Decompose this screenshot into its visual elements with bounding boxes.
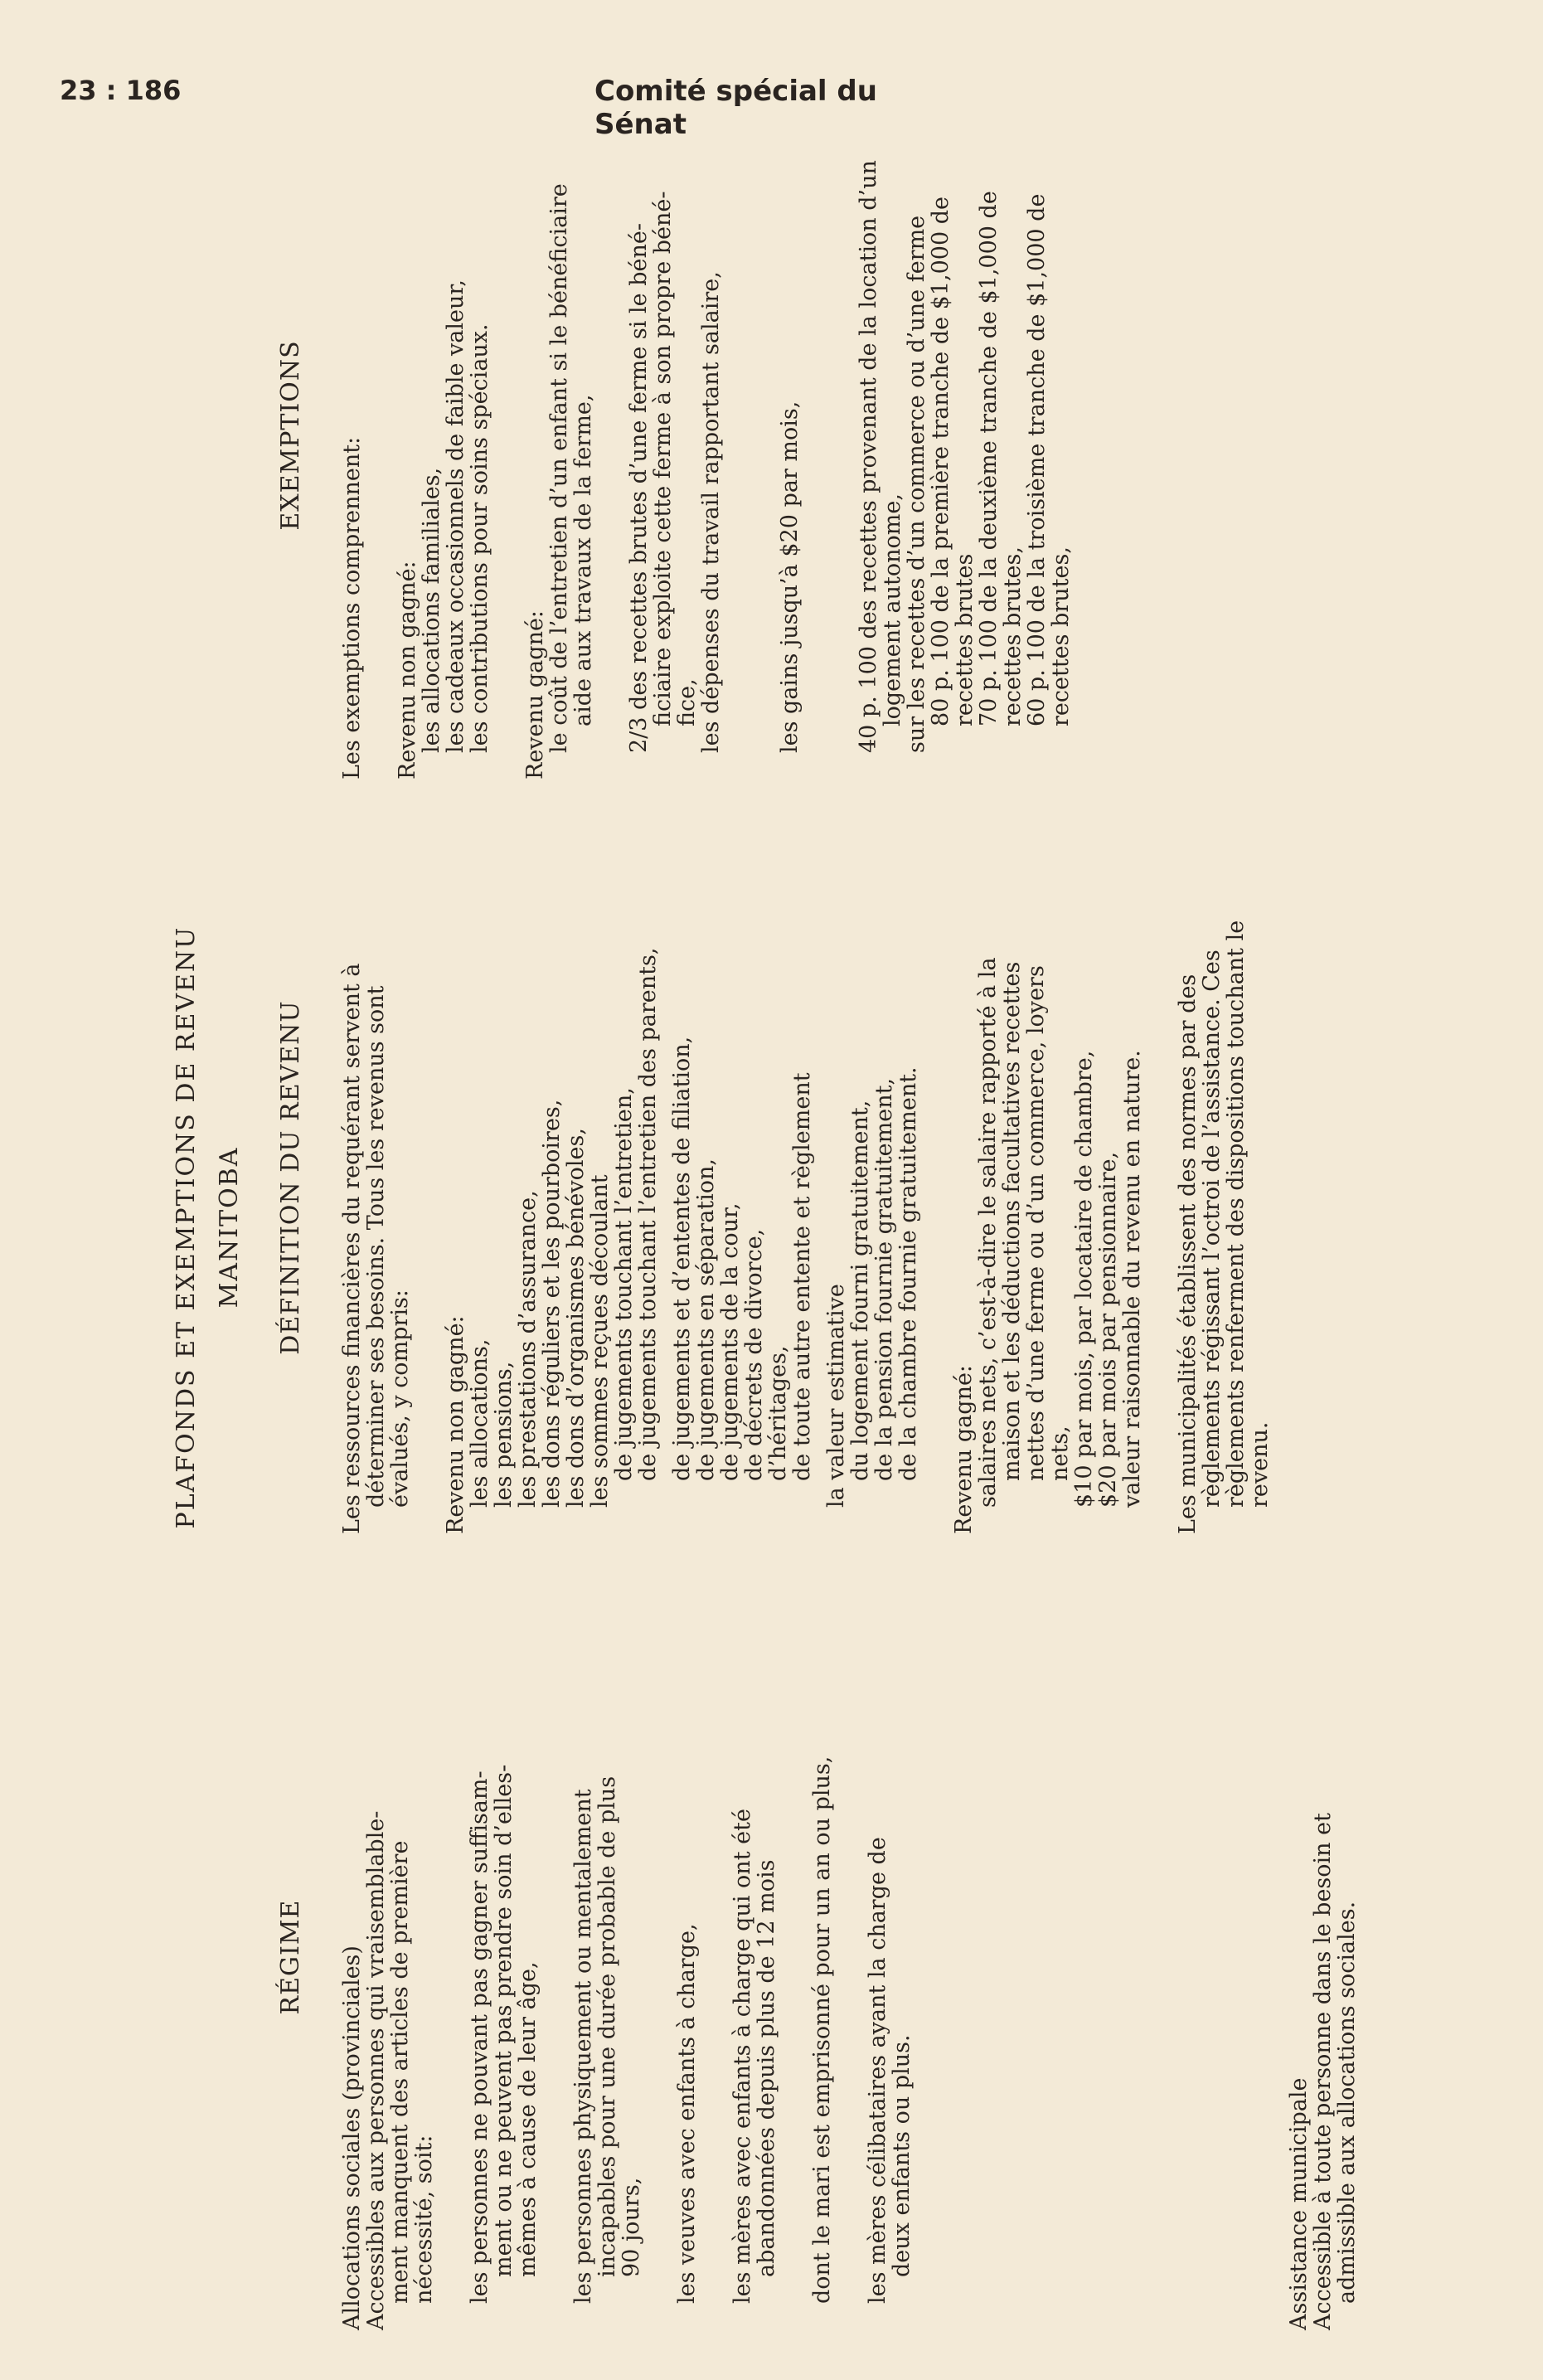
exemptions-line: Revenu non gagné:: [395, 561, 420, 780]
definition-line: règlements renferment des dispositions touchant le: [1223, 920, 1249, 1508]
regime-line: dont le mari est emprisonné pour un an ou plus,: [809, 1756, 835, 2304]
definition-line: $10 par mois, par locataire de chambre,: [1071, 1050, 1097, 1508]
exemptions-line: recettes brutes: [952, 553, 978, 726]
definition-line: maison et les déductions facultatives recettes: [999, 961, 1025, 1481]
table-title: PLAFONDS ET EXEMPTIONS DE REVENU: [172, 925, 201, 1529]
regime-line: les personnes ne pouvant pas gagner suffisam-: [467, 1770, 492, 2304]
exemptions-line: les gains jusqu’à $20 par mois,: [777, 401, 803, 753]
definition-line: de jugements touchant l’entretien,: [611, 1087, 637, 1481]
definition-line: de la pension fournie gratuitement,: [871, 1077, 897, 1481]
definition-line: les sommes reçues découlant: [587, 1174, 613, 1508]
exemptions-line: sur les recettes d’un commerce ou d’une ferme: [904, 215, 929, 753]
definition-line: de décrets de divorce,: [741, 1228, 767, 1481]
regime-line: les personnes physiquement ou mentalement: [570, 1789, 596, 2304]
province-title: MANITOBA: [215, 1146, 244, 1309]
exemptions-line: recettes brutes,: [1000, 546, 1026, 726]
definition-line: règlements régissant l’octroi de l’assistance. Ces: [1199, 950, 1225, 1508]
definition-line: de jugements de la cour,: [717, 1202, 743, 1481]
definition-line: salaires nets, c’est-à-dire le salaire rapporté à la: [975, 957, 1001, 1508]
definition-line: de toute autre entente et règlement: [789, 1072, 815, 1481]
regime-line: les mères célibataires ayant la charge de: [865, 1837, 890, 2304]
exemptions-line: 70 p. 100 de la deuxième tranche de $1,000 de: [976, 191, 1002, 726]
regime-column: [340, 1584, 1359, 2330]
column-header-definition: DÉFINITION DU REVENU: [276, 1000, 305, 1355]
definition-line: nets,: [1047, 1426, 1073, 1481]
regime-line: ment ou ne peuvent pas prendre soin d’elles-: [491, 1764, 517, 2277]
regime-line: les veuves avec enfants à charge,: [674, 1923, 700, 2304]
exemptions-line: les dépenses du travail rapportant salaire,: [698, 271, 724, 753]
regime-line: les mères avec enfants à charge qui ont été: [730, 1809, 755, 2304]
definition-line: les pensions,: [491, 1361, 517, 1508]
regime-line: incapables pour une durée probable de plus: [594, 1775, 620, 2277]
definition-line: de la chambre fournie gratuitement.: [895, 1066, 921, 1481]
definition-line: les dons réguliers et les pourboires,: [539, 1099, 565, 1508]
definition-line: Les municipalités établissent des normes par des: [1175, 974, 1201, 1534]
page-number: 23 : 186: [60, 75, 182, 106]
regime-line: admissible aux allocations sociales.: [1334, 1901, 1360, 2304]
regime-line: 90 jours,: [619, 2177, 644, 2277]
definition-line: d’héritages,: [765, 1345, 791, 1481]
definition-line: Revenu gagné:: [951, 1364, 977, 1534]
regime-line: mêmes à cause de leur âge,: [515, 1961, 541, 2277]
definition-line: les dons d’organismes bénévoles,: [563, 1128, 589, 1508]
regime-line: abandonnées depuis plus de 12 mois: [754, 1859, 779, 2277]
regime-line: Accessible à toute personne dans le besoin et: [1310, 1813, 1336, 2330]
exemptions-line: 2/3 des recettes brutes d’une ferme si le béné-: [626, 223, 652, 753]
regime-line: ment manquent des articles de première: [387, 1840, 413, 2304]
exemptions-line: les contributions pour soins spéciaux.: [467, 323, 492, 753]
exemptions-line: les cadeaux occasionnels de faible valeur,: [443, 279, 468, 753]
definition-line: les allocations,: [467, 1338, 492, 1508]
regime-line: nécessité, soit:: [411, 2135, 437, 2304]
column-header-exemptions: EXEMPTIONS: [276, 340, 305, 531]
definition-line: déterminer ses besoins. Tous les revenus sont: [363, 985, 389, 1508]
exemptions-column: [340, 91, 1073, 780]
definition-line: la valeur estimative: [823, 1284, 849, 1508]
exemptions-line: Les exemptions comprennent:: [339, 436, 365, 780]
exemptions-line: logement autonome,: [880, 493, 905, 726]
exemptions-line: 40 p. 100 des recettes provenant de la location d’un: [856, 160, 881, 753]
regime-line: Allocations sociales (provinciales): [339, 1945, 365, 2330]
definition-line: revenu.: [1247, 1421, 1273, 1508]
definition-line: Les ressources financières du requérant servent à: [339, 963, 365, 1534]
exemptions-line: 80 p. 100 de la première tranche de $1,000 de: [928, 197, 953, 726]
rotated-table: [174, 75, 1517, 2380]
exemptions-line: ficiaire exploite cette ferme à son propre béné-: [650, 191, 676, 726]
running-title: Comité spécial du Sénat: [594, 75, 877, 141]
exemptions-line: Revenu gagné:: [522, 610, 548, 780]
regime-line: Assistance municipale: [1286, 2077, 1312, 2330]
definition-line: de jugements en séparation,: [693, 1158, 719, 1481]
definition-line: du logement fourni gratuitement,: [847, 1100, 873, 1481]
definition-line: évalués, y compris:: [387, 1290, 413, 1508]
definition-column: [340, 821, 1272, 1534]
exemptions-line: les allocations familiales,: [419, 467, 444, 753]
exemptions-line: recettes brutes,: [1048, 546, 1074, 726]
exemptions-line: le coût de l’entretien d’un enfant si le bénéficiaire: [546, 183, 572, 753]
definition-line: de jugements touchant l’entretien des parents,: [635, 947, 661, 1481]
column-header-regime: RÉGIME: [276, 1899, 305, 2015]
regime-line: deux enfants ou plus.: [889, 2034, 915, 2277]
definition-line: les prestations d’assurance,: [515, 1190, 541, 1508]
definition-line: de jugements et d’ententes de filiation,: [669, 1036, 695, 1481]
regime-line: Accessibles aux personnes qui vraisemblable-: [363, 1810, 389, 2330]
definition-line: Revenu non gagné:: [443, 1315, 468, 1534]
definition-line: $20 par mois par pensionnaire,: [1095, 1151, 1121, 1508]
definition-line: valeur raisonnable du revenu en nature.: [1119, 1050, 1145, 1508]
exemptions-line: 60 p. 100 de la troisième tranche de $1,000 de: [1024, 193, 1050, 726]
definition-line: nettes d’une ferme ou d’un commerce, loyers: [1023, 965, 1049, 1481]
exemptions-line: aide aux travaux de la ferme,: [570, 394, 596, 726]
exemptions-line: fice,: [674, 678, 700, 726]
